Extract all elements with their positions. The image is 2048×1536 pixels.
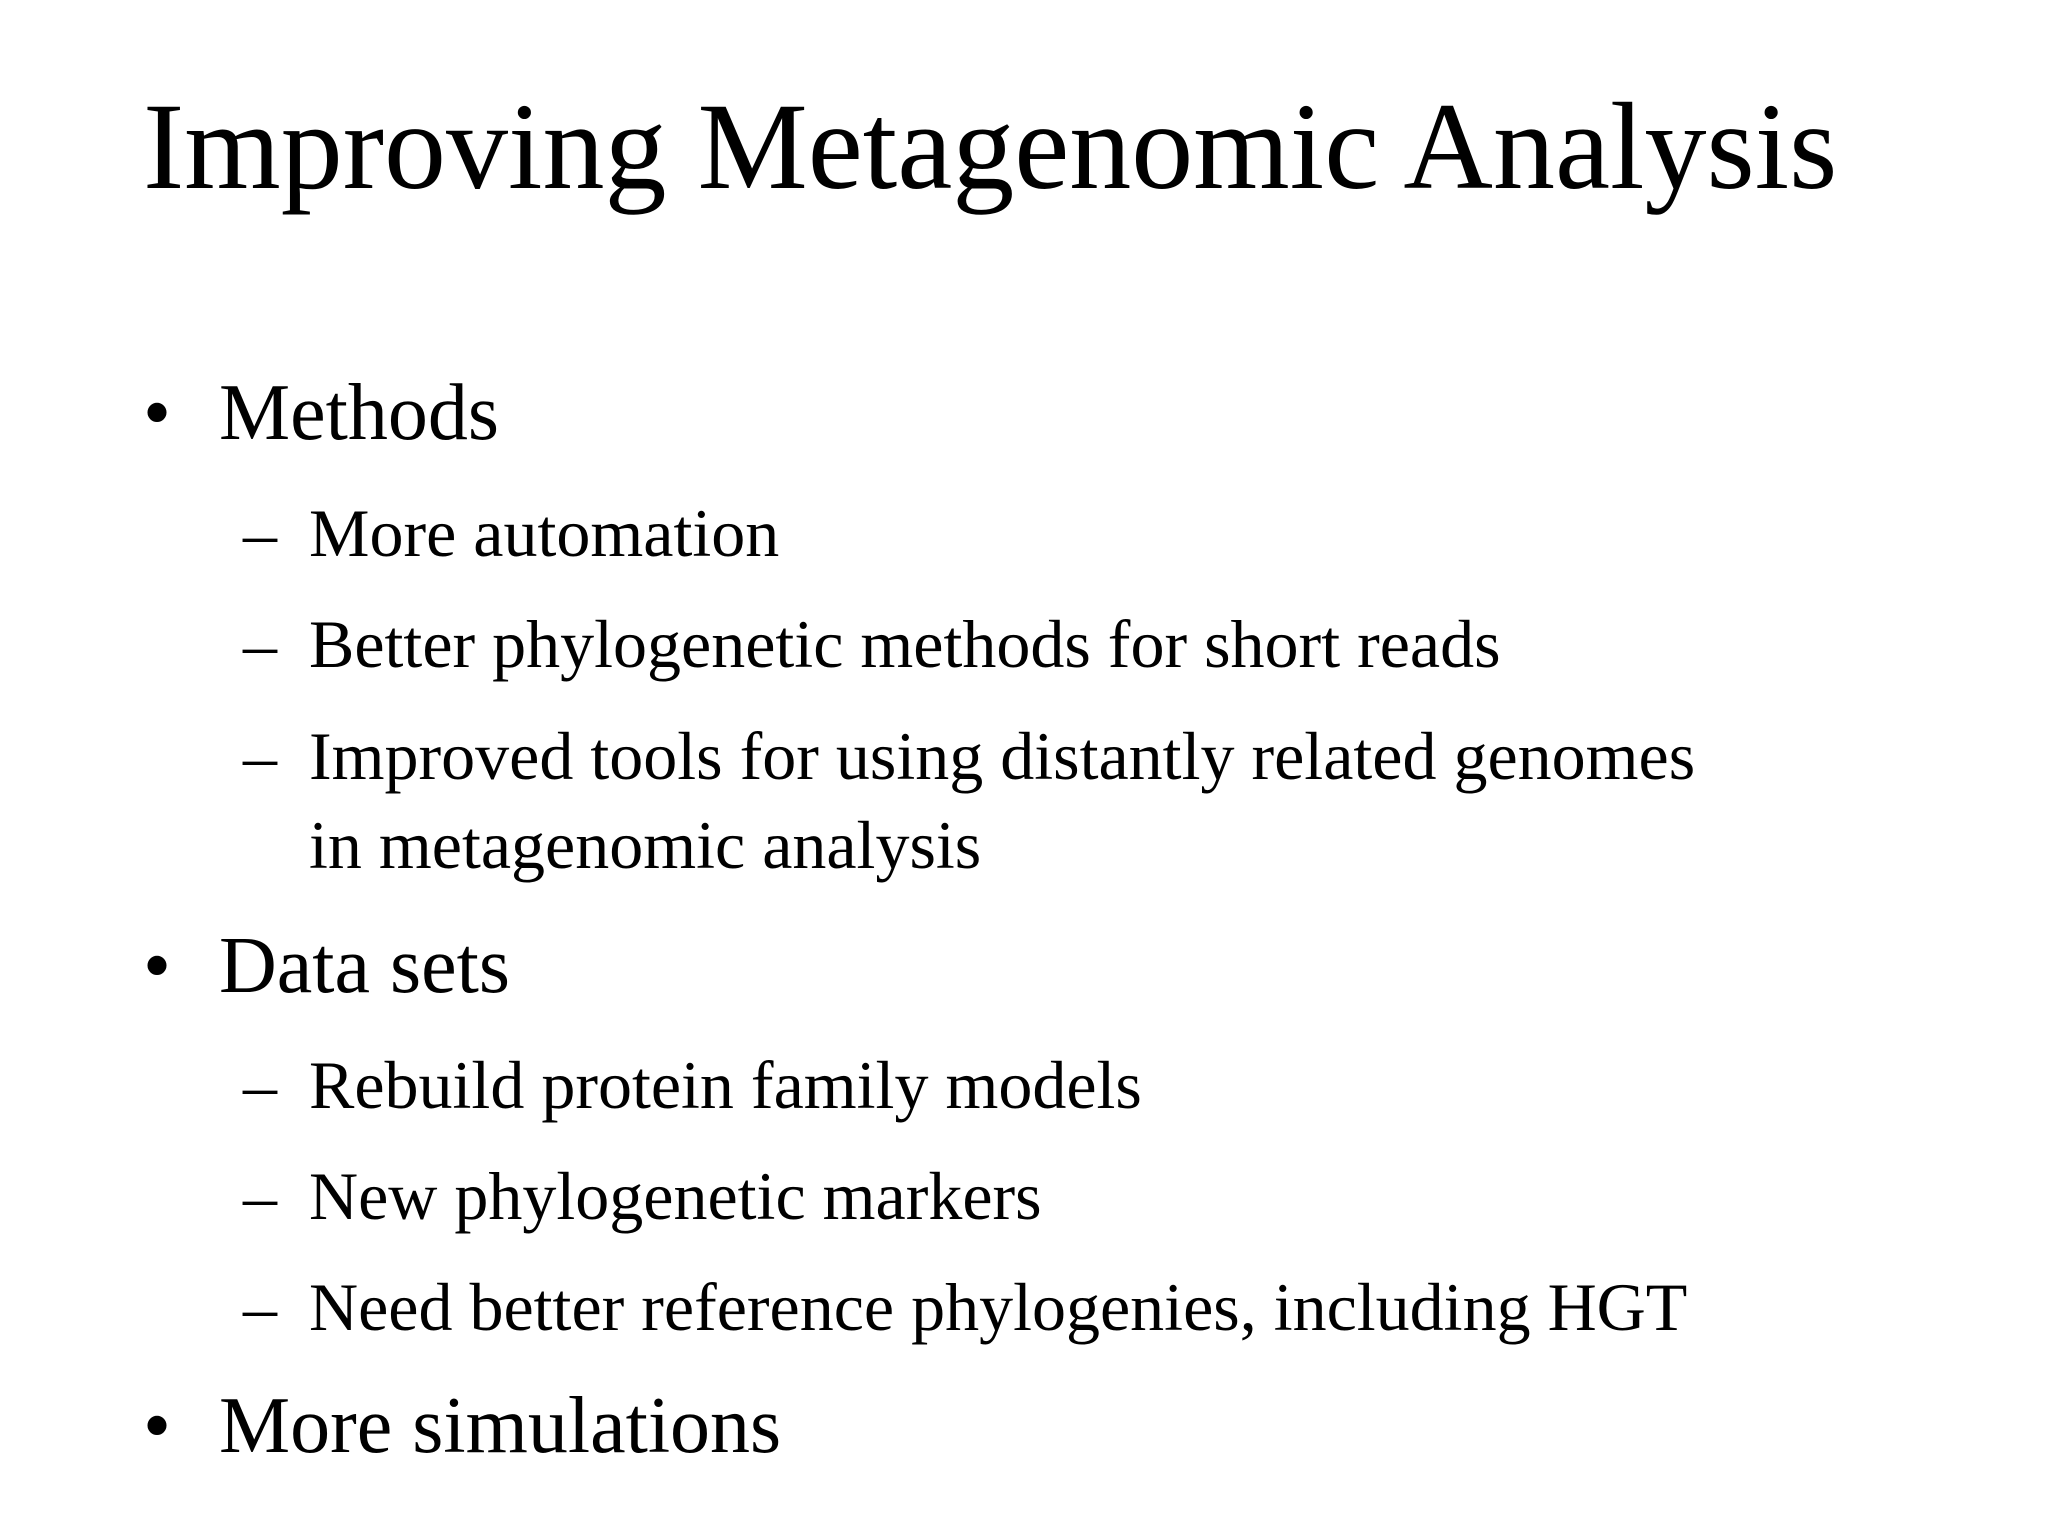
sub-marker: – <box>243 1047 277 1123</box>
slide-title: Improving Metagenomic Analysis <box>143 78 1838 215</box>
sub-marker: – <box>243 495 277 571</box>
sub-item-label: New phylogenetic markers <box>309 1158 1042 1234</box>
bullet-marker: • <box>143 922 172 1010</box>
bullet-label: Data sets <box>219 922 511 1010</box>
sub-marker: – <box>243 1269 277 1345</box>
bullet-marker: • <box>143 1382 172 1470</box>
sub-item-label: Rebuild protein family models <box>309 1047 1142 1123</box>
sub-item-label: Improved tools for using distantly related genomes <box>309 718 1696 794</box>
sub-item-label-continuation: in metagenomic analysis <box>309 807 982 883</box>
bullet-label: Methods <box>219 369 499 457</box>
bullet-marker: • <box>143 369 172 457</box>
sub-item-label: Better phylogenetic methods for short reads <box>309 606 1501 682</box>
sub-marker: – <box>243 718 277 794</box>
bullet-label: More simulations <box>219 1382 782 1470</box>
sub-item-label: Need better reference phylogenies, including HGT <box>309 1269 1688 1345</box>
sub-item-label: More automation <box>309 495 780 571</box>
sub-marker: – <box>243 606 277 682</box>
sub-marker: – <box>243 1158 277 1234</box>
